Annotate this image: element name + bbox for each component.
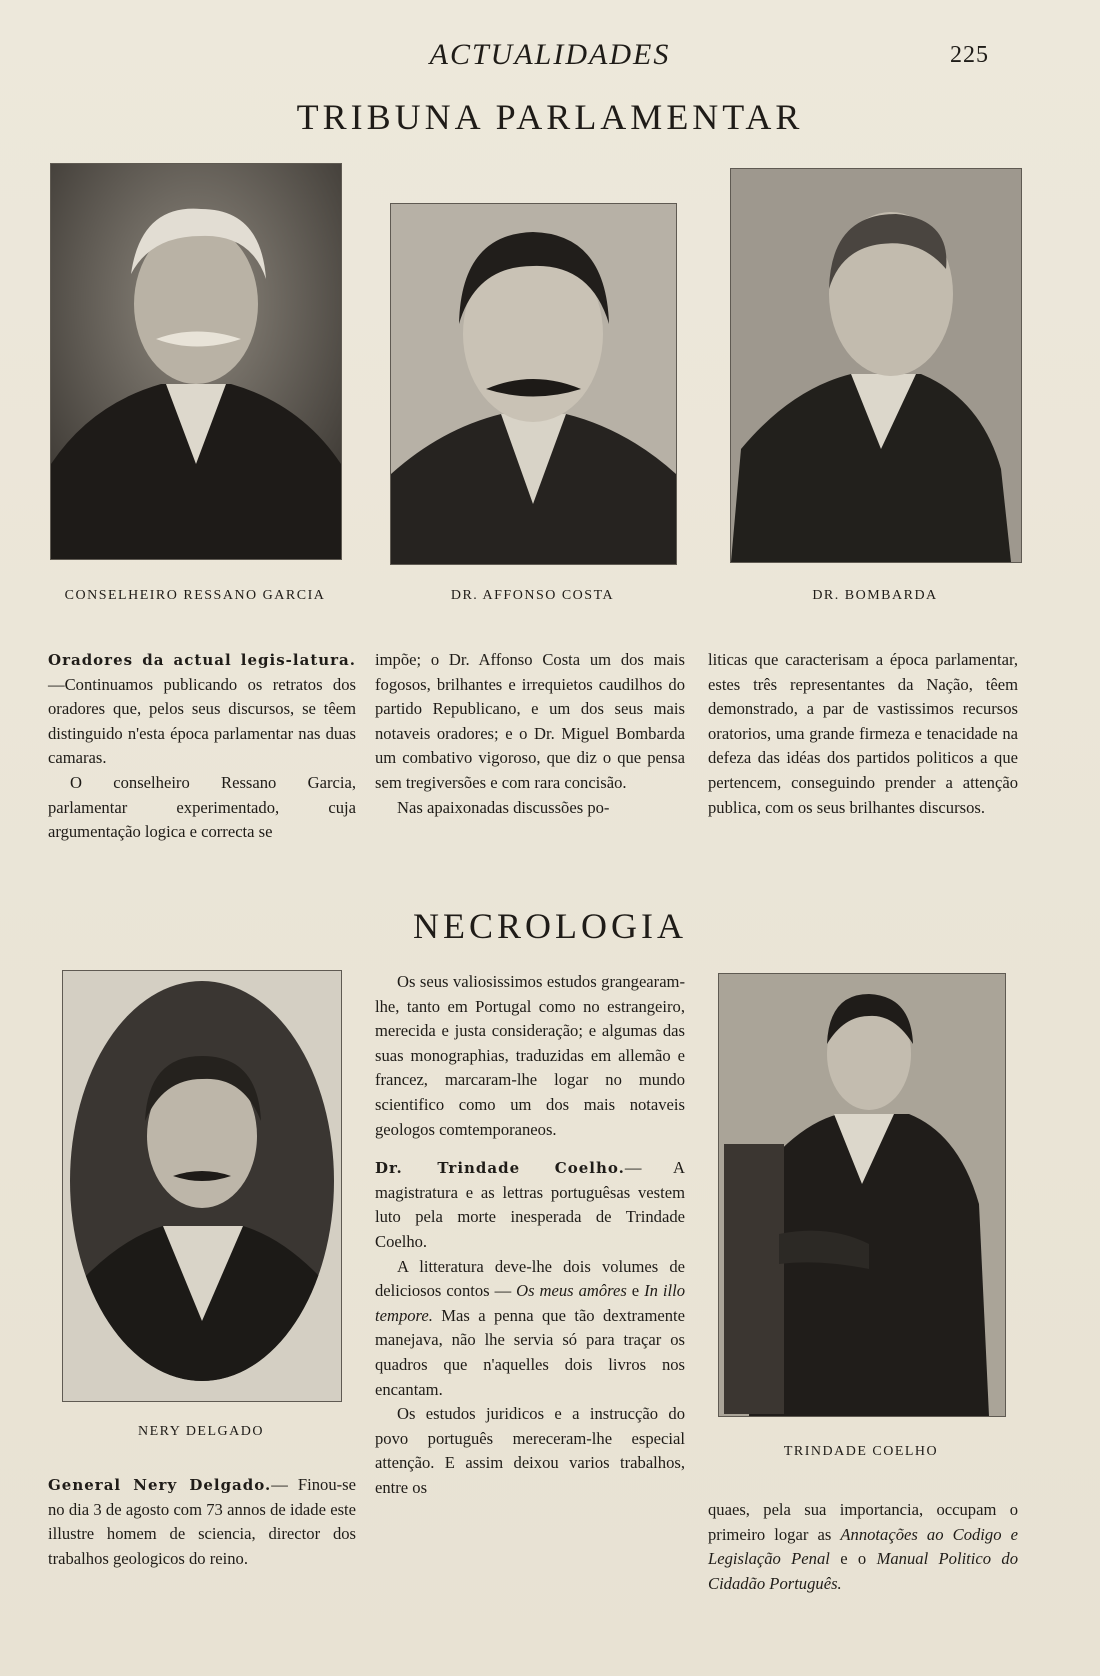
tribuna-column-2 bbox=[375, 648, 685, 820]
section-title-necrologia: NECROLOGIA bbox=[413, 906, 687, 946]
necrologia-column-3 bbox=[708, 1498, 1018, 1596]
book-title: Annotações ao Codigo e Legislação Penal bbox=[708, 1524, 1018, 1569]
portrait-ressano-garcia bbox=[50, 163, 342, 560]
text: A litteratura deve-lhe dois volumes de deliciosos contos — bbox=[375, 1256, 685, 1301]
portrait-bombarda bbox=[730, 168, 1022, 563]
book-title: Manual Politico do Cidadão Português. bbox=[708, 1549, 1018, 1593]
caption-nery-delgado: NERY DELGADO bbox=[138, 1424, 264, 1439]
portrait-trindade-coelho bbox=[718, 973, 1006, 1417]
paragraph: O conselheiro Ressano Garcia, parlamentar experimentado, cuja argumentação logica e correcta se bbox=[48, 772, 356, 842]
book-title: In illo tempore. bbox=[375, 1281, 685, 1325]
paragraph: —Continuamos publicando os retratos dos oradores que, pelos seus discursos, se têem distinguido n'esta época parlamentar nas duas camaras. bbox=[48, 674, 356, 768]
portrait-affonso-costa bbox=[390, 203, 677, 565]
caption-bombarda: DR. BOMBARDA bbox=[812, 588, 938, 603]
necrologia-column-2 bbox=[375, 970, 685, 1500]
caption-ressano-garcia: CONSELHEIRO RESSANO GARCIA bbox=[64, 588, 326, 603]
paragraph: — A magistratura e as lettras portuguêsas vestem luto pela morte inesperada de Trindade Coelho. bbox=[375, 1158, 685, 1251]
lead-oradores: Oradores da actual legis-latura. bbox=[48, 651, 356, 669]
lead-trindade-coelho: Dr. Trindade Coelho. bbox=[375, 1159, 625, 1178]
paragraph: Nas apaixonadas discussões po- bbox=[397, 797, 610, 817]
page-number: 225 bbox=[950, 42, 989, 68]
paragraph: — Finou-se no dia 3 de agosto com 73 annos de idade este illustre homem de sciencia, director dos trabalhos geologicos do reino. bbox=[48, 1475, 356, 1568]
tribuna-column-3 bbox=[708, 648, 1018, 820]
book-title: Os meus amôres bbox=[516, 1281, 627, 1301]
necrologia-column-1 bbox=[48, 1473, 356, 1571]
text: e bbox=[626, 1281, 645, 1301]
section-title-tribuna: TRIBUNA PARLAMENTAR bbox=[296, 97, 804, 137]
paragraph: impõe; o Dr. Affonso Costa um dos mais fogosos, brilhantes e irrequietos caudilhos do partido Republicano, e um dos seus mais notaveis oradores; e o Dr. Miguel Bombarda um combativo vigoroso, que diz o que pensa sem tregiversões e com rara concisão. bbox=[375, 650, 685, 792]
caption-affonso-costa: DR. AFFONSO COSTA bbox=[450, 588, 615, 603]
portrait-nery-delgado bbox=[62, 970, 342, 1402]
text: Mas a penna que tão dextramente manejava, não lhe servia só para traçar os quadros que n'aquelles dois livros nos encantam. bbox=[375, 1305, 685, 1399]
tribuna-column-1 bbox=[48, 648, 356, 845]
paragraph: Os estudos juridicos e a instrucção do povo português mereceram-lhe especial attenção. E assim deixou varios trabalhos, entre os bbox=[375, 1404, 685, 1497]
caption-trindade-coelho: TRINDADE COELHO bbox=[783, 1444, 939, 1459]
running-title: ACTUALIDADES bbox=[429, 38, 671, 71]
text: e o bbox=[829, 1549, 877, 1569]
paragraph: liticas que caracterisam a época parlamentar, estes três representantes da Nação, têem demonstrado, a par de vastissimos recursos oratorios, uma grande firmeza e tenacidade na defeza das idéas dos partidos politicos a que pertencem, conseguindo prender a attenção publica, com os seus brilhantes discursos. bbox=[708, 650, 1018, 817]
text: quaes, pela sua importancia, occupam o primeiro logar as bbox=[708, 1500, 1018, 1544]
paragraph: Os seus valiosissimos estudos grangearam-lhe, tanto em Portugal como no estrangeiro, merecida e justa consideração; e algumas das suas monographias, traduzidas em allemão e francez, marcaram-lhe logar no mundo scientifico como um dos mais notaveis geologos comtemporaneos. bbox=[375, 972, 685, 1139]
lead-nery-delgado: General Nery Delgado. bbox=[48, 1476, 272, 1494]
